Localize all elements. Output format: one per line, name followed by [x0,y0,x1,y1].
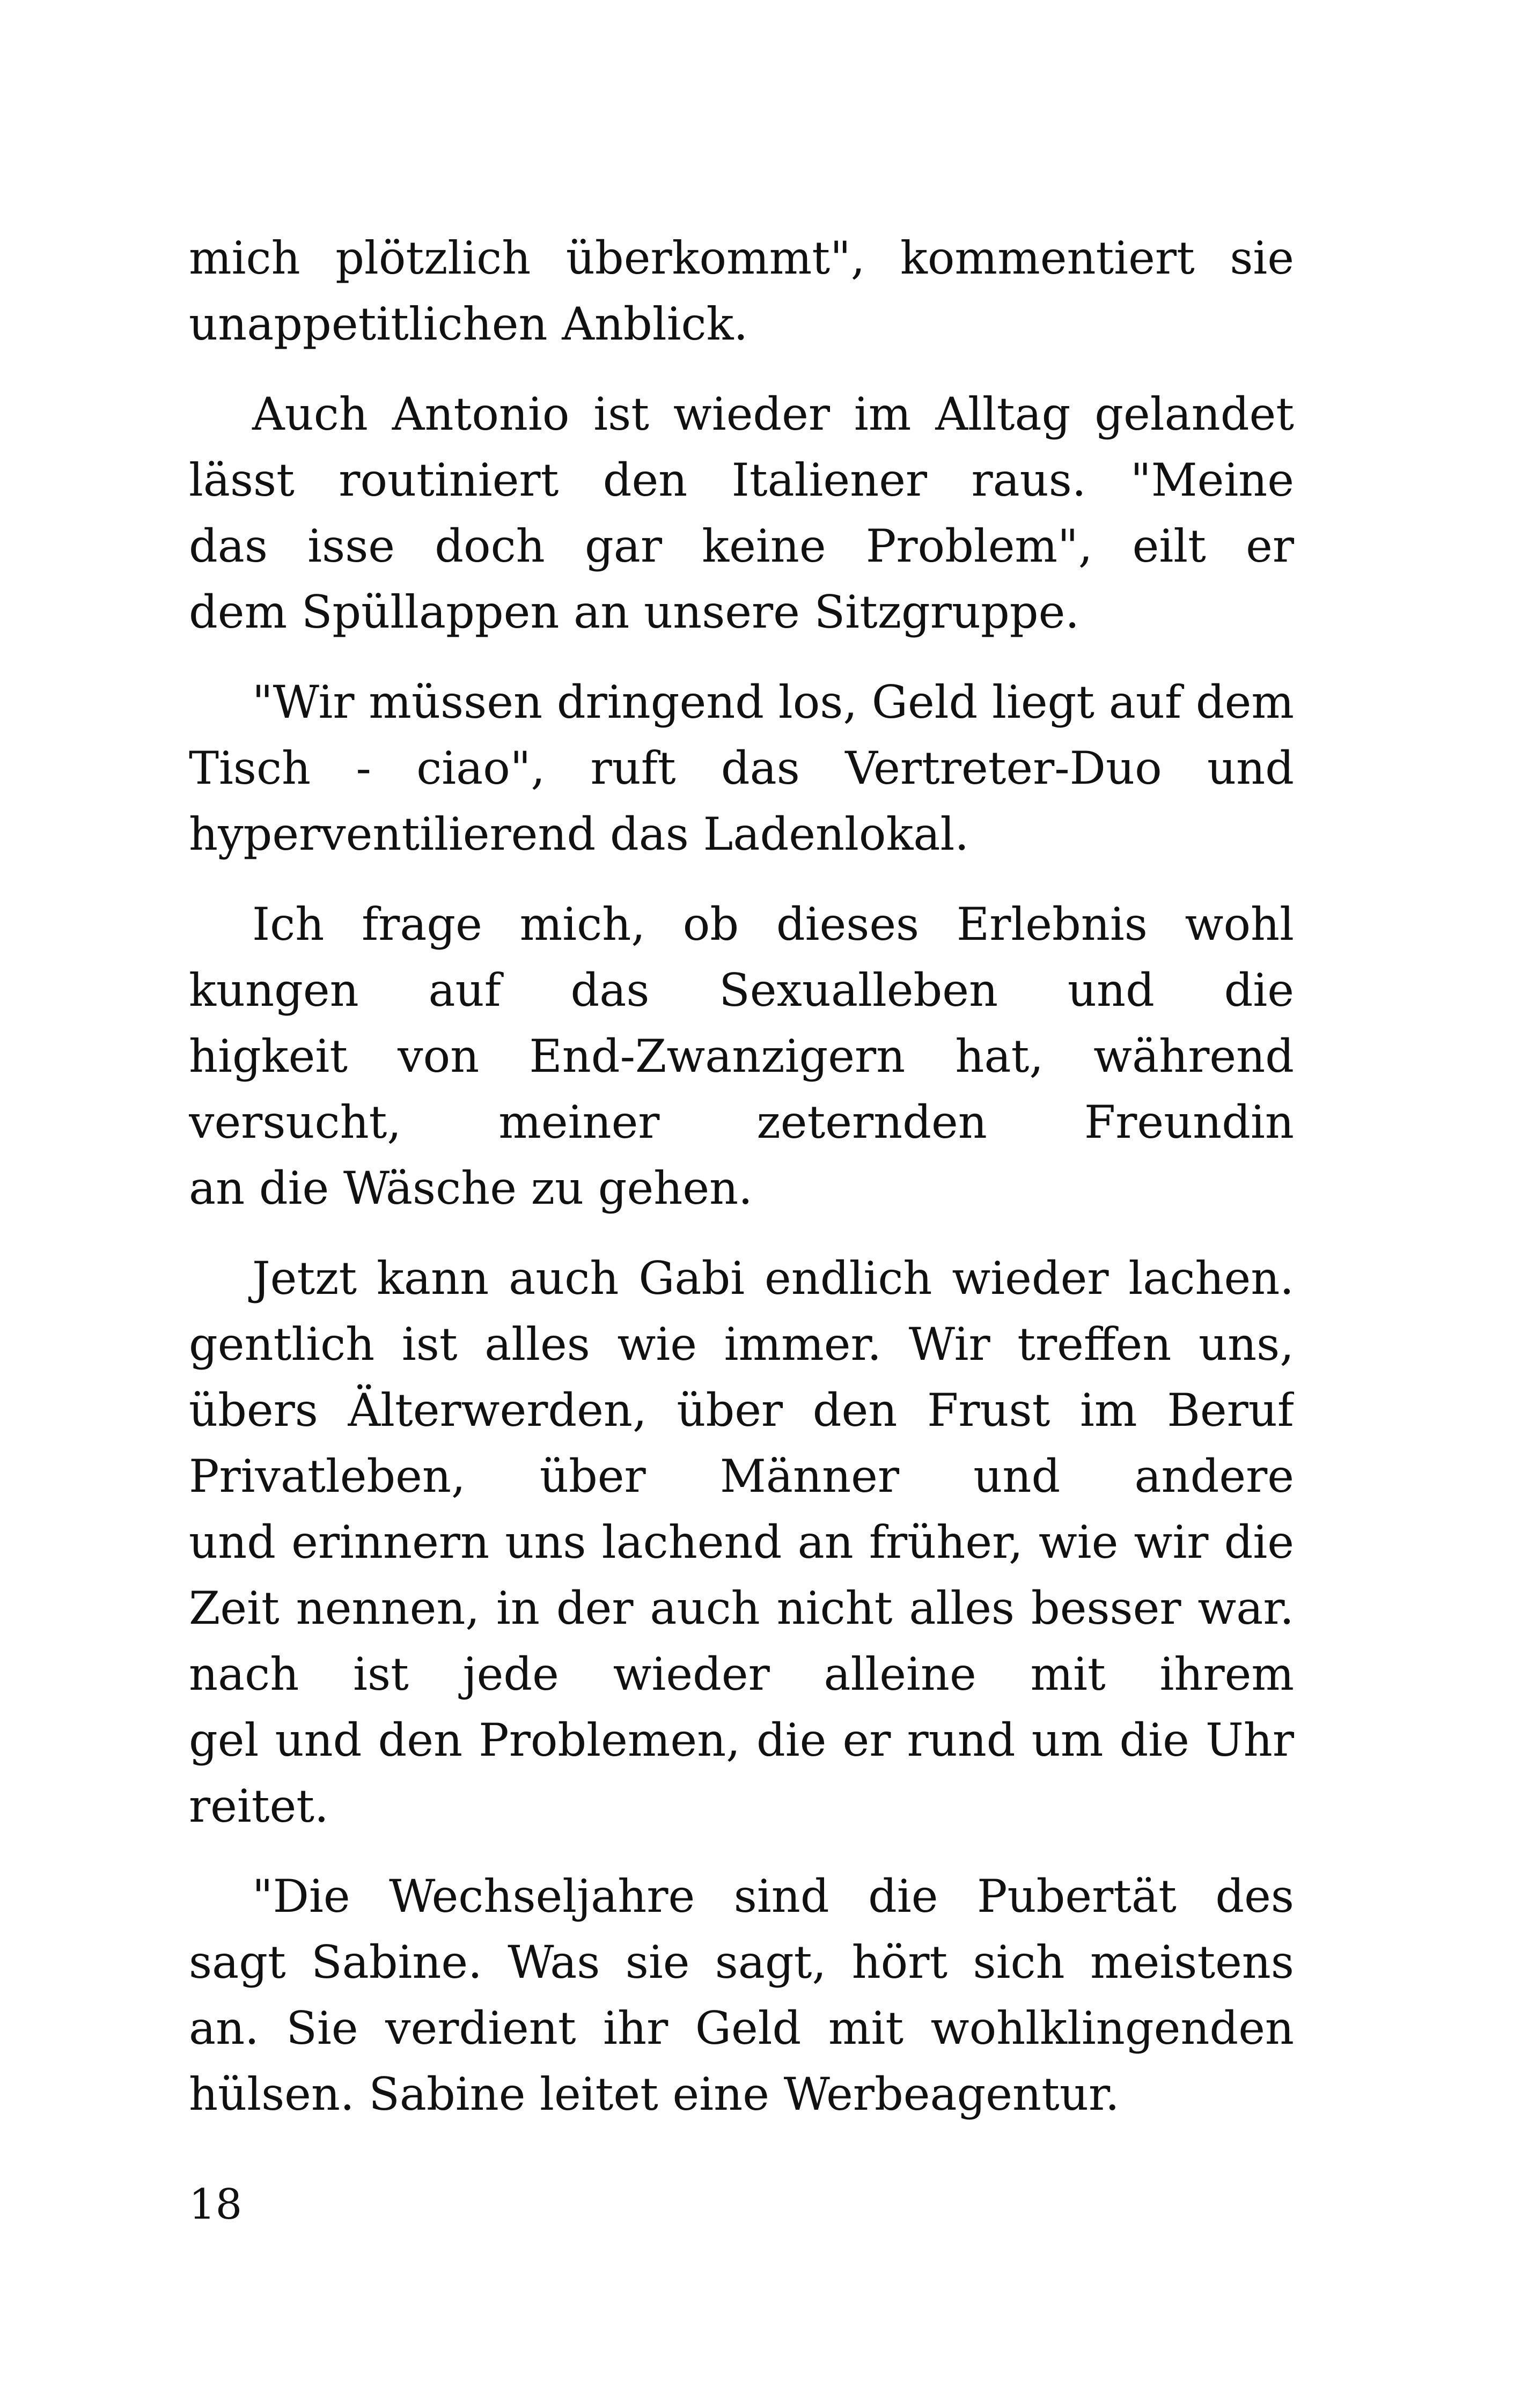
text-line: Ich frage mich, ob dieses Erlebnis wohl [252,898,1294,951]
text-line: higkeit von End-Zwanzigern hat, während [189,1030,1294,1083]
text-line: übers Älterwerden, über den Frust im Beruf [189,1384,1294,1437]
text-line: kungen auf das Sexualleben und die [189,964,1294,1017]
text-line: Auch Antonio ist wieder im Alltag gelandet [252,388,1294,440]
text-line: gel und den Problemen, die er rund um die Uhr [189,1714,1294,1766]
paragraph [189,669,1294,867]
page-number: 18 [189,2181,243,2229]
text-line: nach ist jede wieder alleine mit ihrem [189,1648,1294,1700]
text-line: Privatleben, über Männer und andere [189,1450,1294,1503]
text-line: dem Spüllappen an unsere Sitzgruppe. [189,586,1079,638]
text-line: reitet. [189,1780,329,1832]
text-line: "Wir müssen dringend los, Geld liegt auf dem [252,676,1294,728]
text-line: Jetzt kann auch Gabi endlich wieder lachen. [252,1252,1294,1305]
paragraph [189,225,1294,357]
text-line: an die Wäsche zu gehen. [189,1162,753,1214]
text-line: "Die Wechseljahre sind die Pubertät des [252,1870,1294,1923]
paragraph [189,892,1294,1221]
text-line: sagt Sabine. Was sie sagt, hört sich meistens [189,1936,1294,1989]
text-line: hülsen. Sabine leitet eine Werbeagentur. [189,2068,1120,2120]
text-line: und erinnern uns lachend an früher, wie wir die [189,1516,1294,1568]
text-line: Tisch - ciao", ruft das Vertreter-Duo und [189,742,1294,794]
body-text [189,225,1294,2127]
text-line: Zeit nennen, in der auch nicht alles besser war. [189,1582,1294,1634]
text-line: das isse doch gar keine Problem", eilt er [189,520,1294,572]
text-line: lässt routiniert den Italiener raus. "Meine [189,454,1294,506]
text-line: gentlich ist alles wie immer. Wir treffen uns, [189,1318,1294,1371]
text-line: an. Sie verdient ihr Geld mit wohlklingenden [189,2002,1294,2054]
text-line: versucht, meiner zeternden Freundin [189,1096,1294,1148]
paragraph [189,381,1294,645]
text-line: unappetitlichen Anblick. [189,298,748,350]
paragraph [189,1246,1294,1839]
text-line: hyperventilierend das Ladenlokal. [189,808,969,860]
paragraph [189,1864,1294,2127]
text-line: mich plötzlich überkommt", kommentiert sie [189,232,1294,284]
